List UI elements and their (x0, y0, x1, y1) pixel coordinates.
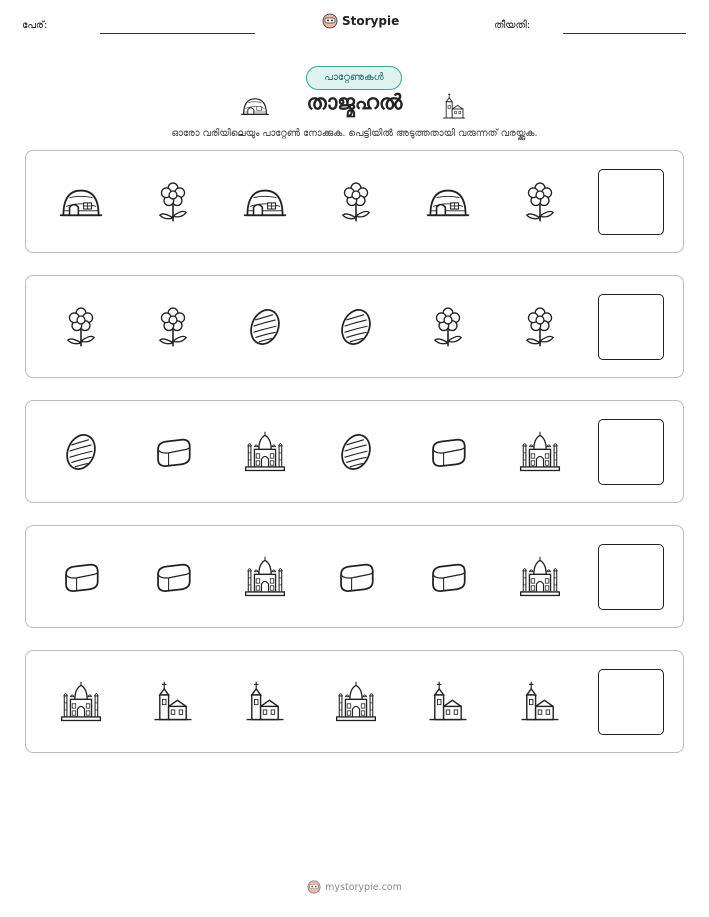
church-icon (518, 680, 562, 724)
pattern-item (240, 677, 290, 727)
taj-mahal-icon (243, 430, 287, 474)
answer-box[interactable] (598, 169, 664, 235)
taj-mahal-icon (243, 555, 287, 599)
pattern-item (240, 177, 290, 227)
pattern-item (56, 302, 106, 352)
taj-mahal-icon (518, 430, 562, 474)
page-title: താജ്മഹൽ (306, 90, 403, 114)
soap-icon (59, 555, 103, 599)
flower-icon (59, 305, 103, 349)
pattern-item (515, 302, 565, 352)
flower-icon (151, 305, 195, 349)
pattern-row (25, 275, 684, 378)
flower-icon (334, 180, 378, 224)
taj-mahal-icon (59, 680, 103, 724)
pattern-item (331, 427, 381, 477)
answer-box[interactable] (598, 544, 664, 610)
pattern-item (515, 427, 565, 477)
pattern-item (331, 552, 381, 602)
soap-icon (426, 555, 470, 599)
pattern-item (331, 177, 381, 227)
pattern-item (423, 177, 473, 227)
footer-url: mystorypie.com (325, 881, 402, 893)
brand-logo (322, 13, 399, 29)
pattern-item (423, 302, 473, 352)
answer-box[interactable] (598, 294, 664, 360)
pattern-item (56, 427, 106, 477)
soap-icon (426, 430, 470, 474)
pattern-item (423, 427, 473, 477)
answer-box[interactable] (598, 669, 664, 735)
pattern-item (240, 552, 290, 602)
soap-icon (334, 555, 378, 599)
seed-icon (59, 430, 103, 474)
answer-box[interactable] (598, 419, 664, 485)
taj-mahal-icon (334, 680, 378, 724)
pattern-item (423, 552, 473, 602)
pattern-row (25, 650, 684, 753)
brand-name: Storypie (342, 14, 400, 28)
pattern-item (56, 552, 106, 602)
storypie-mascot-icon (307, 880, 321, 894)
date-label: തീയതി: (494, 20, 531, 31)
pattern-item (240, 427, 290, 477)
pattern-item (148, 427, 198, 477)
flower-icon (426, 305, 470, 349)
pattern-item (331, 302, 381, 352)
pattern-item (56, 177, 106, 227)
name-field[interactable] (100, 33, 255, 34)
name-label: പേര്: (22, 20, 48, 31)
pattern-item (515, 677, 565, 727)
seed-icon (334, 305, 378, 349)
pattern-item (240, 302, 290, 352)
pattern-row (25, 525, 684, 628)
igloo-icon (240, 94, 270, 118)
church-icon (426, 680, 470, 724)
igloo-icon (59, 180, 103, 224)
soap-icon (151, 430, 195, 474)
taj-mahal-icon (518, 555, 562, 599)
date-field[interactable] (563, 33, 686, 34)
soap-icon (151, 555, 195, 599)
category-badge: പാറ്റേണുകൾ (306, 66, 402, 90)
flower-icon (518, 305, 562, 349)
church-icon (442, 90, 466, 122)
pattern-row (25, 150, 684, 253)
pattern-item (56, 677, 106, 727)
pattern-item (148, 677, 198, 727)
pattern-item (515, 177, 565, 227)
igloo-icon (243, 180, 287, 224)
flower-icon (518, 180, 562, 224)
pattern-item (148, 302, 198, 352)
pattern-row (25, 400, 684, 503)
footer (0, 880, 709, 894)
pattern-item (148, 177, 198, 227)
seed-icon (334, 430, 378, 474)
storypie-mascot-icon (322, 13, 338, 29)
church-icon (243, 680, 287, 724)
instructions: ഓരോ വരിയിലെയും പാറ്റേൺ നോക്കുക. പെട്ടിയിൽ അടുത്തതായി വരുന്നത് വരയ്ക്കുക. (171, 128, 538, 139)
pattern-item (331, 677, 381, 727)
pattern-item (515, 552, 565, 602)
pattern-item (148, 552, 198, 602)
pattern-item (423, 677, 473, 727)
flower-icon (151, 180, 195, 224)
church-icon (151, 680, 195, 724)
seed-icon (243, 305, 287, 349)
igloo-icon (426, 180, 470, 224)
